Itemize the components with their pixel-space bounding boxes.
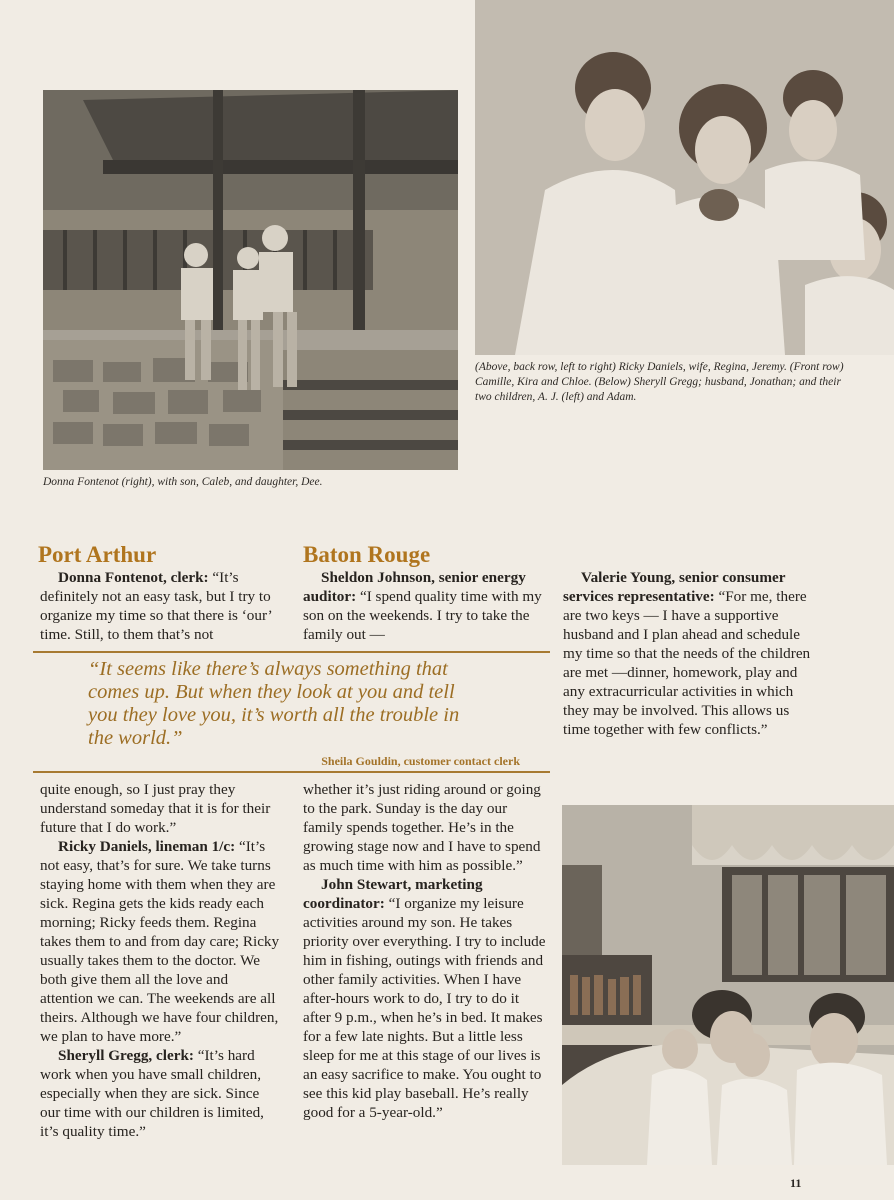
column2-bottom <box>303 780 546 1122</box>
name-sheldon-johnson: Sheldon Johnson, senior energy auditor: <box>303 569 526 605</box>
name-donna-fontenot: Donna Fontenot, clerk: <box>58 569 209 586</box>
name-valerie-young: Valerie Young, senior consumer services representative: <box>563 569 786 605</box>
caption-fontenot: Donna Fontenot (right), with son, Caleb, and daughter, Dee. <box>43 476 323 488</box>
quote-donna-fontenot-a: “It’s definitely not an easy task, but I try to organize my time so that there is ‘our’ time. Still, to them that’s not <box>40 569 272 643</box>
quote-sheldon-johnson-a: “I spend quality time with my son on the weekends. I try to take the family out — <box>303 588 542 643</box>
pullquote-attribution: Sheila Gouldin, customer contact clerk <box>321 754 520 768</box>
page-number: 11 <box>790 1176 802 1190</box>
name-john-stewart: John Stewart, marketing coordinator: <box>303 876 483 912</box>
quote-sheryll-gregg: “It’s hard work when you have small children, especially when they are sick. Since our time with our children is limited, it’s quality time.” <box>40 1047 264 1140</box>
caption-daniels-gregg: (Above, back row, left to right) Ricky Daniels, wife, Regina, Jeremy. (Front row) Camille, Kira and Chloe. (Below) Sheryll Gregg; husband, Jonathan; and their two children, A. J. (left) and Adam. <box>475 361 844 403</box>
pullquote-rule-bottom <box>33 771 550 773</box>
pullquote-rule-top <box>33 651 550 653</box>
quote-sheldon-johnson-b: whether it’s just riding around or going to the park. Sunday is the day our family spends together. He’s in the growing stage now and I have to spend as much time with him as possible.” <box>303 781 541 874</box>
quote-john-stewart: “I organize my leisure activities around my son. He takes priority over everything. I try to include him in fishing, outings with friends and other family activities. When I have after-hours work to do, I try to do it after 9 p.m., when he’s in bed. It makes for a few late nights. But a little less sleep for me at this stage of our lives is an easy sacrifice to make. You ought to see this kid play baseball. He’s really good for a 5-year-old.” <box>303 895 546 1121</box>
column3 <box>563 568 811 739</box>
photo-gregg-family <box>562 805 894 1165</box>
heading-baton-rouge: Baton Rouge <box>303 542 431 567</box>
photo-fontenot-family <box>43 90 458 470</box>
photo-daniels-family <box>475 0 894 355</box>
quote-valerie-young: “For me, there are two keys — I have a supportive husband and I plan ahead and schedule my time so that the needs of the children are met —dinner, homework, play and any extracurricular activities in which they may be involved. This allows us time together with few conflicts.” <box>563 588 811 738</box>
column1-bottom <box>40 780 283 1141</box>
name-ricky-daniels: Ricky Daniels, lineman 1/c: <box>58 838 236 855</box>
pullquote-text: “It seems like there’s always something that comes up. But when they look at you and tell you they love you, it’s worth all the trouble in the world.” <box>88 658 460 749</box>
heading-port-arthur: Port Arthur <box>38 542 157 567</box>
column2-top <box>303 568 546 644</box>
quote-ricky-daniels: “It’s not easy, that’s for sure. We take turns staying home with them when they are sick. Regina gets the kids ready each morning; Ricky feeds them. Regina takes them to and from day care; Ricky usually takes them to the doctor. We both give them all the love and attention we can. The weekends are all theirs. Although we have four children, we plan to have more.” <box>40 838 280 1045</box>
column1-top <box>40 568 283 644</box>
name-sheryll-gregg: Sheryll Gregg, clerk: <box>58 1047 194 1064</box>
quote-donna-fontenot-b: quite enough, so I just pray they understand someday that it is for their future that I do work.” <box>40 781 271 836</box>
